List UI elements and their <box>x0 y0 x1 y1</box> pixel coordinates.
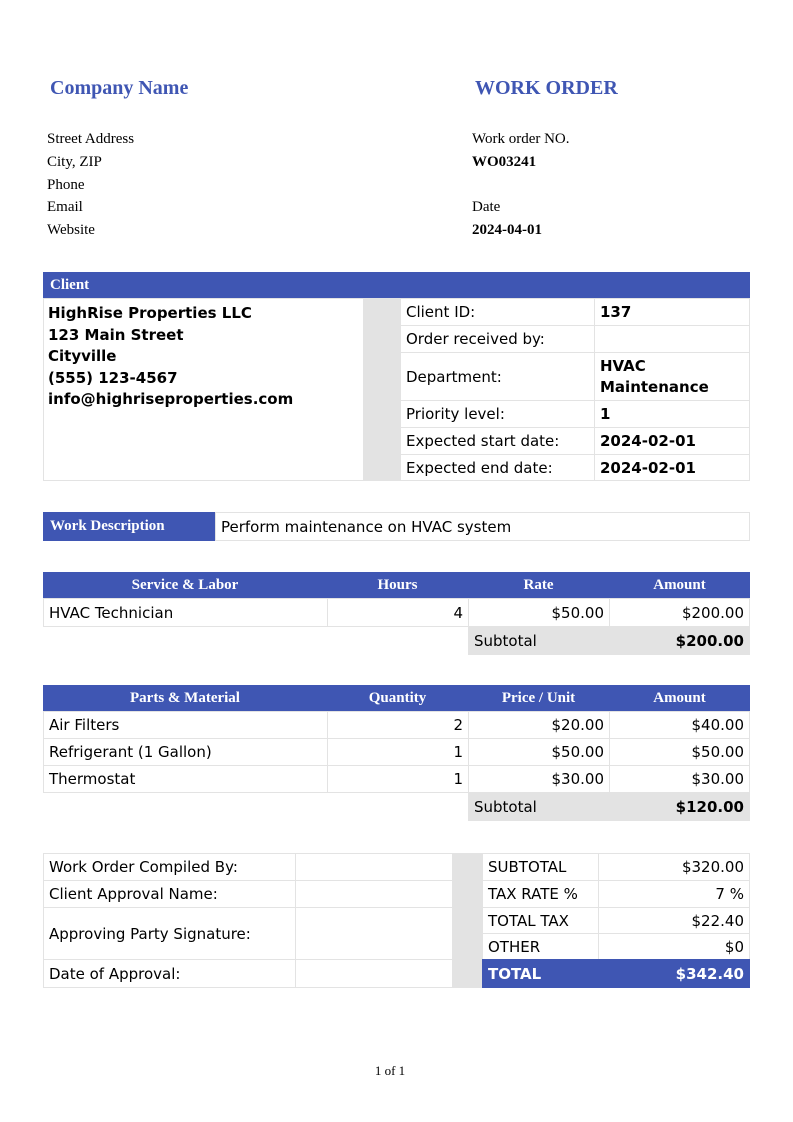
date-approval-field[interactable] <box>295 959 453 988</box>
service-header-row <box>43 572 750 598</box>
client-id-label: Client ID: <box>400 298 595 326</box>
total-tax-label: TOTAL TAX <box>482 907 599 934</box>
service-row-amount: $200.00 <box>609 598 750 627</box>
street-address: Street Address <box>47 131 135 147</box>
service-col-hours: Hours <box>377 577 418 593</box>
other-value: $0 <box>598 933 750 960</box>
service-col-amount: Amount <box>653 577 706 593</box>
order-received-value <box>594 325 750 353</box>
parts-subtotal-label: Subtotal <box>468 792 610 821</box>
client-city: Cityville <box>48 347 117 366</box>
service-col-rate: Rate <box>523 577 554 593</box>
signature-field[interactable] <box>295 907 453 960</box>
city-zip: City, ZIP <box>47 154 102 170</box>
tax-rate-value: 7 % <box>598 880 750 908</box>
start-date-label: Expected start date: <box>400 427 595 455</box>
parts-col-name: Parts & Material <box>130 690 240 706</box>
parts-row-qty: 2 <box>327 711 469 739</box>
other-label: OTHER <box>482 933 599 960</box>
parts-row-amount: $50.00 <box>609 738 750 766</box>
parts-subtotal-value: $120.00 <box>609 792 750 821</box>
grand-total-value: $342.40 <box>598 959 750 988</box>
priority-label: Priority level: <box>400 400 595 428</box>
parts-row-amount: $30.00 <box>609 765 750 793</box>
total-tax-value: $22.40 <box>598 907 750 934</box>
client-email: info@highriseproperties.com <box>48 390 294 409</box>
date-value: 2024-04-01 <box>472 222 542 238</box>
work-description-value: Perform maintenance on HVAC system <box>215 512 750 541</box>
parts-col-price: Price / Unit <box>501 690 576 706</box>
start-date-value: 2024-02-01 <box>594 427 750 455</box>
document-title: WORK ORDER <box>475 77 618 99</box>
parts-row-name: Air Filters <box>43 711 328 739</box>
client-approval-label: Client Approval Name: <box>43 880 296 908</box>
service-subtotal-label: Subtotal <box>468 626 610 655</box>
department-label: Department: <box>400 352 595 401</box>
parts-row-price: $50.00 <box>468 738 610 766</box>
service-subtotal-value: $200.00 <box>609 626 750 655</box>
client-name: HighRise Properties LLC <box>48 304 252 322</box>
end-date-value: 2024-02-01 <box>594 454 750 481</box>
work-order-number: WO03241 <box>472 154 537 170</box>
compiled-by-field[interactable] <box>295 853 453 881</box>
priority-value: 1 <box>594 400 750 428</box>
totals-subtotal-label: SUBTOTAL <box>482 853 599 881</box>
client-approval-field[interactable] <box>295 880 453 908</box>
email: Email <box>47 199 83 215</box>
service-row-name: HVAC Technician <box>43 598 328 627</box>
date-label: Date <box>472 199 501 215</box>
totals-spacer <box>452 853 483 988</box>
parts-row-price: $20.00 <box>468 711 610 739</box>
parts-row-name: Refrigerant (1 Gallon) <box>43 738 328 766</box>
totals-subtotal-value: $320.00 <box>598 853 750 881</box>
service-row-hours: 4 <box>327 598 469 627</box>
client-info-box <box>43 298 364 481</box>
service-col-name: Service & Labor <box>131 577 239 593</box>
parts-row-price: $30.00 <box>468 765 610 793</box>
work-order-label: Work order NO. <box>472 131 570 147</box>
department-value <box>594 352 750 401</box>
client-spacer <box>364 298 401 481</box>
company-name: Company Name <box>50 77 189 99</box>
parts-header-row <box>43 685 750 711</box>
work-description-label: Work Description <box>43 512 216 541</box>
parts-row-amount: $40.00 <box>609 711 750 739</box>
parts-col-quantity: Quantity <box>368 690 427 706</box>
parts-col-amount: Amount <box>653 690 706 706</box>
tax-rate-label: TAX RATE % <box>482 880 599 908</box>
page-number: 1 of 1 <box>374 1063 406 1078</box>
service-row-rate: $50.00 <box>468 598 610 627</box>
parts-row-name: Thermostat <box>43 765 328 793</box>
website: Website <box>47 222 95 238</box>
compiled-by-label: Work Order Compiled By: <box>43 853 296 881</box>
parts-row-qty: 1 <box>327 738 469 766</box>
client-phone: (555) 123-4567 <box>48 368 178 387</box>
client-section-header: Client <box>43 272 750 298</box>
grand-total-label: TOTAL <box>482 959 599 988</box>
signature-label: Approving Party Signature: <box>43 907 296 960</box>
department-line-2: Maintenance <box>600 377 709 396</box>
client-id-value: 137 <box>594 298 750 326</box>
department-line-1: HVAC <box>600 356 646 375</box>
date-approval-label: Date of Approval: <box>43 959 296 988</box>
end-date-label: Expected end date: <box>400 454 595 481</box>
order-received-label: Order received by: <box>400 325 595 353</box>
client-street: 123 Main Street <box>48 325 184 344</box>
phone: Phone <box>47 177 85 193</box>
parts-row-qty: 1 <box>327 765 469 793</box>
